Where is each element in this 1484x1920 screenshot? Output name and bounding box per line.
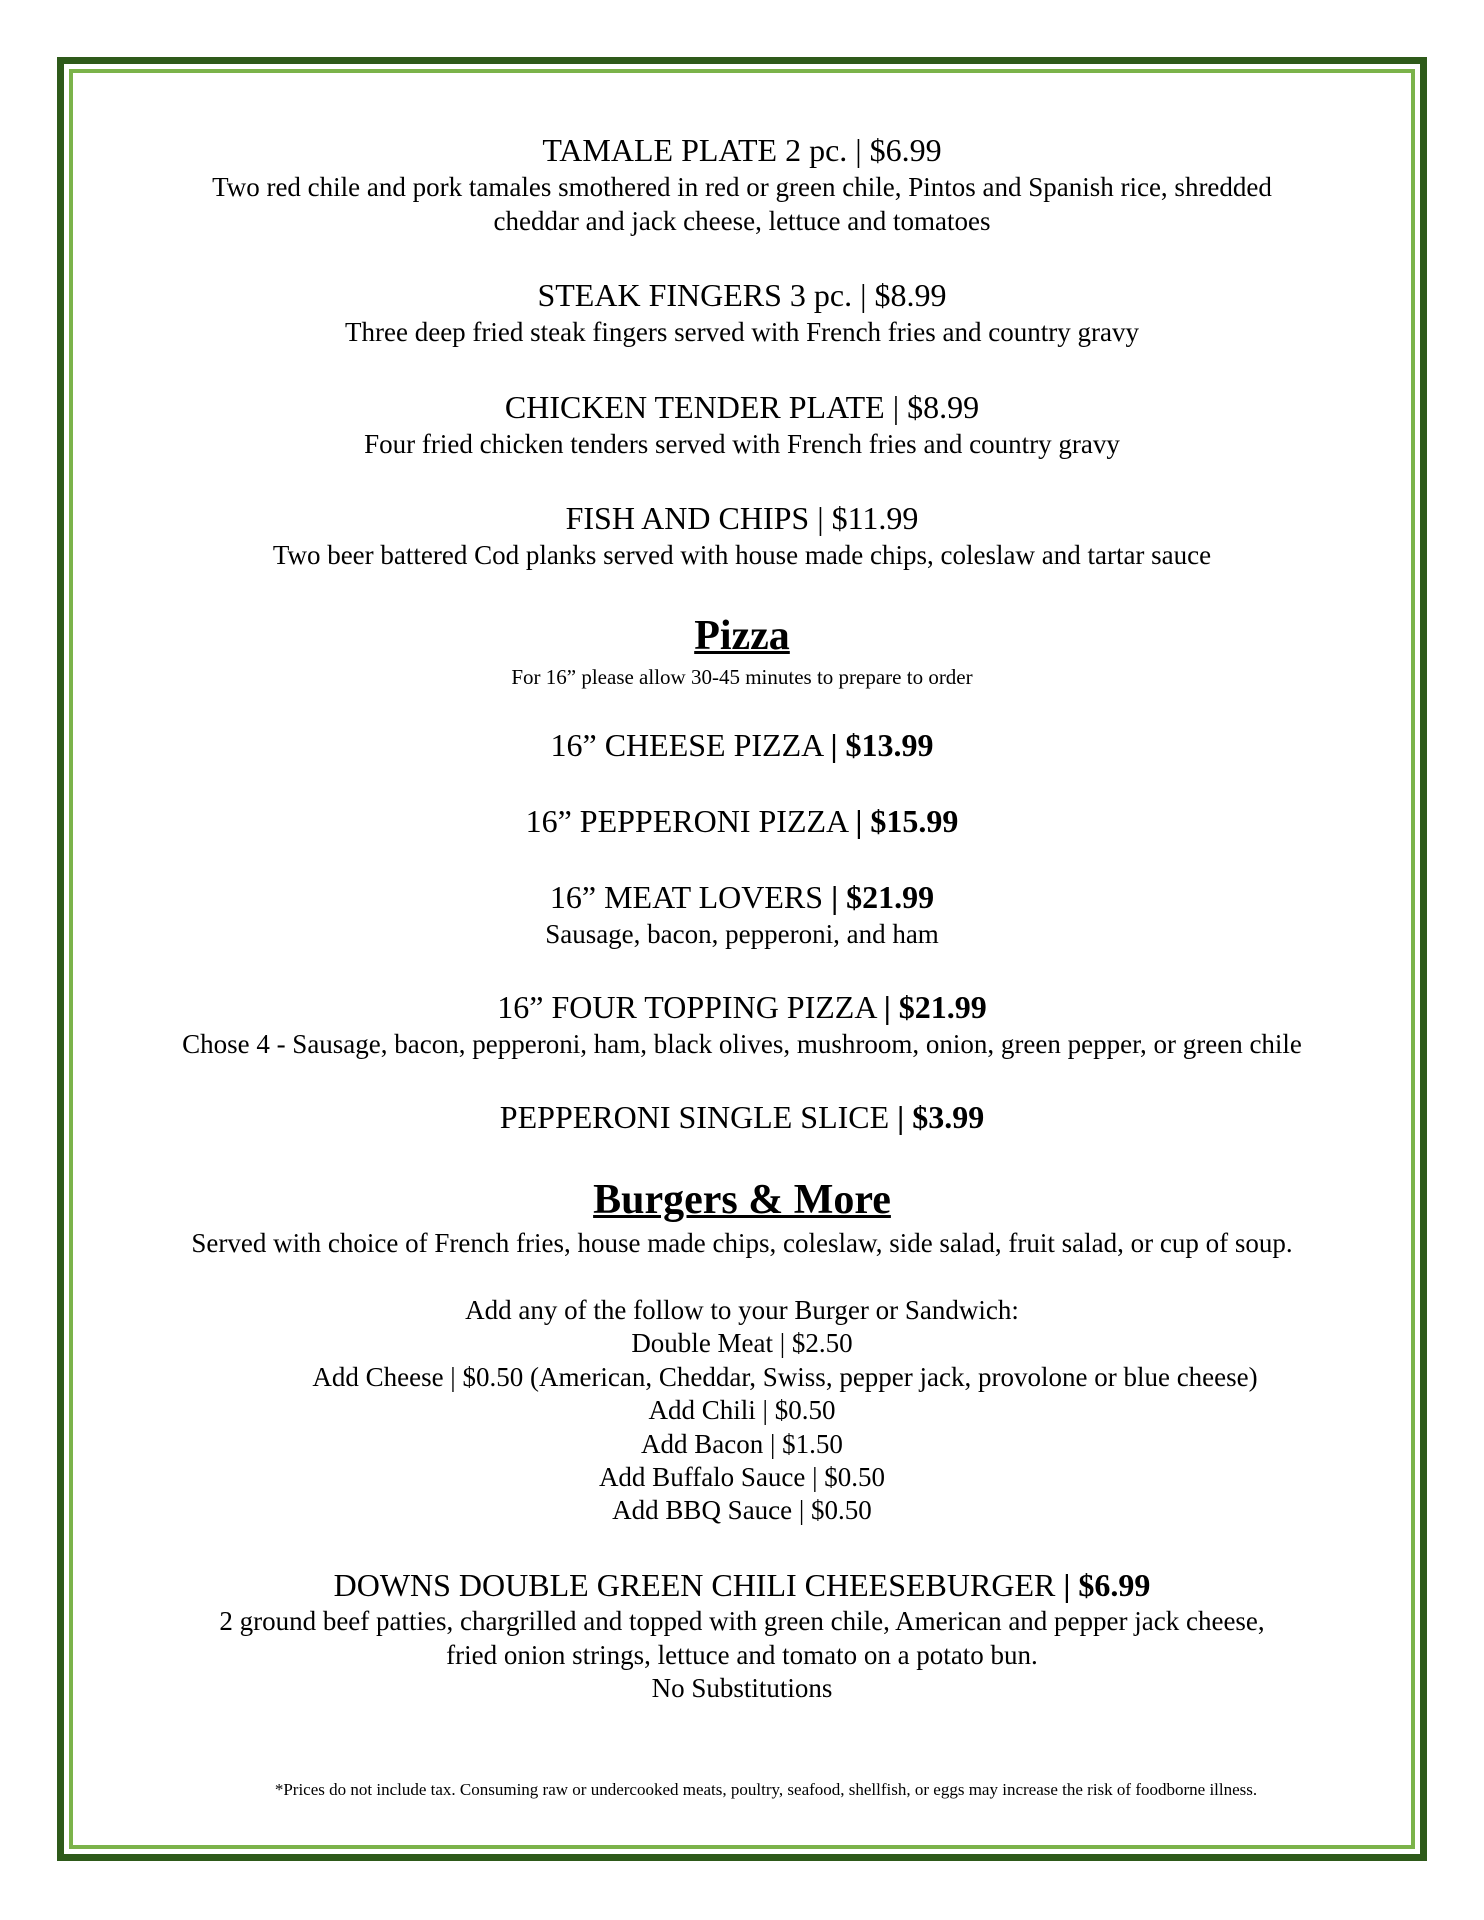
addon-buffalo-sauce: Add Buffalo Sauce | $0.50 — [598, 1462, 886, 1492]
pizza-item-four-topping — [0, 989, 1484, 1025]
pizza-item-name: 16” MEAT LOVERS — [549, 879, 824, 915]
addons-intro: Add any of the follow to your Burger or Sandwich: — [465, 1295, 1019, 1325]
item-desc-chicken-tender-plate: Four fried chicken tenders served with French fries and country gravy — [364, 429, 1120, 459]
pizza-note: For 16” please allow 30-45 minutes to prepare to order — [511, 665, 973, 689]
addon-bbq-sauce: Add BBQ Sauce | $0.50 — [612, 1495, 872, 1525]
pizza-item-four-topping-desc: Chose 4 - Sausage, bacon, pepperoni, ham, black olives, mushroom, onion, green pepper, or green chile — [182, 1029, 1302, 1059]
item-title-steak-fingers: STEAK FINGERS 3 pc. | $8.99 — [537, 277, 947, 313]
burger-special-desc-line3: No Substitutions — [651, 1673, 833, 1703]
burger-special-name: DOWNS DOUBLE GREEN CHILI CHEESEBURGER — [333, 1567, 1056, 1603]
section-heading-pizza: Pizza — [694, 613, 790, 659]
pizza-item-meat-lovers-desc: Sausage, bacon, pepperoni, and ham — [545, 919, 939, 949]
pizza-item-price: $21.99 — [846, 879, 935, 915]
burger-special-desc-line1: 2 ground beef patties, chargrilled and topped with green chile, American and pepper jack cheese, — [219, 1606, 1265, 1636]
pizza-item-name: PEPPERONI SINGLE SLICE — [499, 1099, 890, 1135]
pizza-item-pepperoni-slice — [0, 1099, 1484, 1135]
section-heading-burgers: Burgers & More — [593, 1177, 891, 1223]
item-desc-fish-and-chips: Two beer battered Cod planks served with house made chips, coleslaw and tartar sauce — [272, 540, 1212, 570]
pizza-item-price: $21.99 — [898, 989, 987, 1025]
item-desc-steak-fingers: Three deep fried steak fingers served with French fries and country gravy — [345, 317, 1139, 347]
price-separator: | — [883, 989, 891, 1025]
pizza-item-price: $13.99 — [845, 727, 934, 763]
pizza-item-cheese — [0, 727, 1484, 763]
burger-special-price: $6.99 — [1078, 1567, 1151, 1603]
price-separator: | — [855, 803, 863, 839]
addon-chili: Add Chili | $0.50 — [648, 1395, 836, 1425]
pizza-item-name: 16” FOUR TOPPING PIZZA — [497, 989, 876, 1025]
footer-disclaimer: *Prices do not include tax. Consuming raw or undercooked meats, poultry, seafood, shellfish, or eggs may increase the risk of foodborne illness. — [274, 1780, 1258, 1799]
pizza-item-name: 16” CHEESE PIZZA — [550, 727, 823, 763]
burger-special-desc-line2: fried onion strings, lettuce and tomato on a potato bun. — [446, 1640, 1038, 1670]
price-separator: | — [830, 727, 838, 763]
item-title-fish-and-chips: FISH AND CHIPS | $11.99 — [565, 500, 919, 536]
price-separator: | — [1063, 1567, 1071, 1603]
pizza-item-meat-lovers — [0, 879, 1484, 915]
addon-double-meat: Double Meat | $2.50 — [631, 1328, 853, 1358]
burger-special-title — [0, 1567, 1484, 1603]
addon-cheese: Add Cheese | $0.50 (American, Cheddar, Swiss, pepper jack, provolone or blue cheese) — [312, 1362, 1258, 1392]
item-desc-tamale-plate-line2: cheddar and jack cheese, lettuce and tomatoes — [493, 206, 991, 236]
item-title-tamale-plate: TAMALE PLATE 2 pc. | $6.99 — [542, 132, 942, 168]
pizza-item-name: 16” PEPPERONI PIZZA — [525, 803, 848, 839]
price-separator: | — [831, 879, 839, 915]
item-desc-tamale-plate-line1: Two red chile and pork tamales smothered in red or green chile, Pintos and Spanish rice, shredded — [212, 172, 1272, 202]
addon-bacon: Add Bacon | $1.50 — [641, 1429, 843, 1459]
item-title-chicken-tender-plate: CHICKEN TENDER PLATE | $8.99 — [504, 389, 980, 425]
pizza-item-price: $3.99 — [912, 1099, 985, 1135]
price-separator: | — [897, 1099, 905, 1135]
pizza-item-price: $15.99 — [870, 803, 959, 839]
burgers-served-with: Served with choice of French fries, house made chips, coleslaw, side salad, fruit salad, or cup of soup. — [191, 1228, 1293, 1258]
pizza-item-pepperoni — [0, 803, 1484, 839]
